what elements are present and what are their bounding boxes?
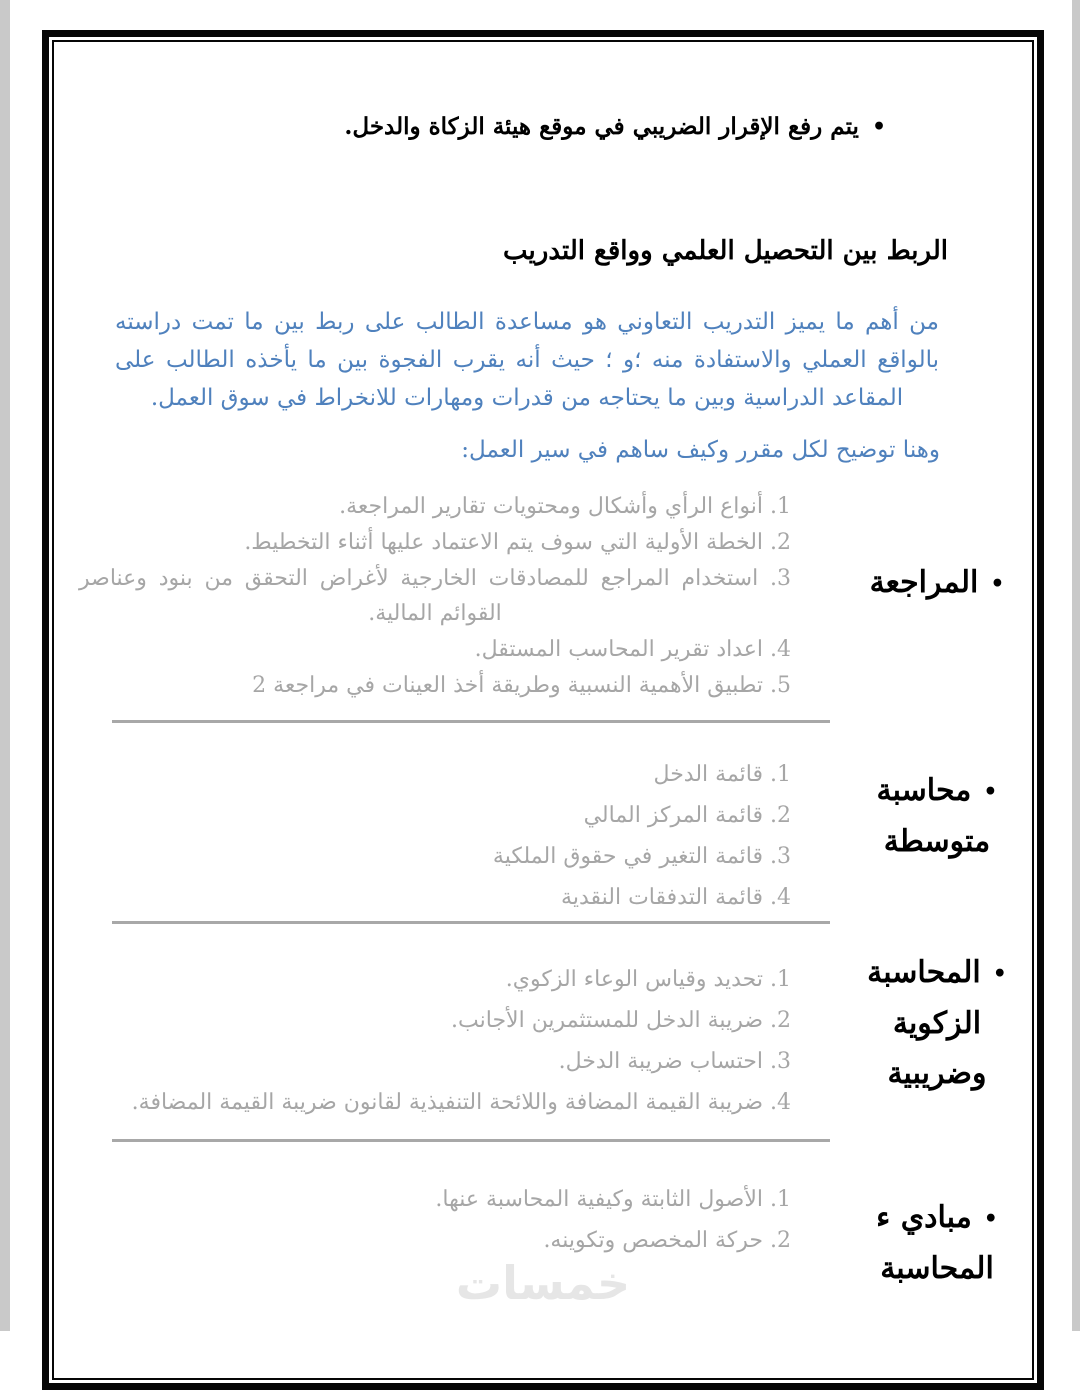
- tax-note-text: يتم رفع الإقرار الضريبي في موقع هيئة الزكاة والدخل.: [344, 113, 859, 140]
- section-divider: [112, 921, 830, 924]
- intro-lead: وهنا توضيح لكل مقرر وكيف ساهم في سير العمل:: [461, 437, 940, 463]
- list-item: 3. قائمة التغير في حقوق الملكية: [492, 844, 791, 869]
- side-label-text: المراجعة: [869, 565, 979, 600]
- course-list-zakat-tax-accounting: [79, 962, 791, 1126]
- side-label-text: وضريبية: [887, 1056, 987, 1091]
- intro-paragraph: من أهم ما يميز التدريب التعاوني هو مساعدة الطالب على ربط بين ما تمت دراسته بالواقع العملي والاستفادة منه ؛و ؛ حيث أنه يقرب الفجوة بين ما يأخذه الطالب على المقاعد الدراسية وبين ما يحتاجه من قدرات ومهارات للانخراط في سوق العمل.: [115, 309, 939, 411]
- list-item: 1. قائمة الدخل: [653, 762, 791, 787]
- watermark: خمسات: [455, 1256, 631, 1310]
- side-label-zakat-tax-accounting: [844, 948, 1030, 1099]
- list-item: 2. قائمة المركز المالي: [583, 803, 791, 828]
- page-edge-right: [1072, 0, 1080, 1331]
- list-item: 1. تحديد وقياس الوعاء الزكوي.: [505, 967, 791, 992]
- list-item: 3. احتساب ضريبة الدخل.: [558, 1049, 791, 1074]
- course-list-auditing: [79, 489, 791, 704]
- side-label-text: الزكوية: [892, 1006, 982, 1041]
- page-frame: [42, 30, 1044, 1390]
- bullet-icon: •: [983, 779, 998, 805]
- list-item: 1. أنواع الرأي وأشكال ومحتويات تقارير المراجعة.: [339, 494, 791, 519]
- side-label-text: المحاسبة: [880, 1251, 994, 1286]
- list-item: 3. استخدام المراجع للمصادقات الخارجية لأغراض التحقق من بنود وعناصر القوائم المالية.: [79, 566, 791, 626]
- list-item: 4. قائمة التدفقات النقدية: [561, 885, 791, 910]
- course-list-intermediate-accounting: [79, 757, 791, 921]
- section-divider: [112, 1139, 830, 1142]
- section-divider: [112, 720, 830, 723]
- side-label-auditing: [844, 558, 1030, 609]
- side-label-text: المحاسبة: [867, 955, 981, 990]
- list-item: 2. الخطة الأولية التي سوف يتم الاعتماد عليها أثناء التخطيط.: [244, 530, 791, 555]
- bullet-icon: •: [990, 571, 1005, 597]
- side-label-intermediate-accounting: [844, 766, 1030, 867]
- tax-note: [344, 113, 886, 140]
- bullet-icon: •: [983, 1206, 998, 1232]
- list-item: 4. ضريبة القيمة المضافة واللائحة التنفيذية لقانون ضريبة القيمة المضافة.: [131, 1090, 791, 1115]
- page-edge-left: [0, 0, 10, 1331]
- list-item: 5. تطبيق الأهمية النسبية وطريقة أخذ العينات في مراجعة 2: [252, 673, 791, 698]
- list-item: 1. الأصول الثابتة وكيفية المحاسبة عنها.: [435, 1187, 791, 1212]
- side-label-text: متوسطة: [883, 824, 991, 859]
- course-list-accounting-principles: [79, 1182, 791, 1264]
- bullet-icon: •: [871, 113, 886, 140]
- side-label-text: مبادي ء: [876, 1200, 972, 1235]
- bullet-icon: •: [992, 961, 1007, 987]
- section-heading: الربط بين التحصيل العلمي وواقع التدريب: [503, 236, 948, 266]
- side-label-text: محاسبة: [876, 773, 972, 808]
- list-item: 2. حركة المخصص وتكوينه.: [543, 1228, 791, 1253]
- list-item: 4. اعداد تقرير المحاسب المستقل.: [474, 637, 791, 662]
- list-item: 2. ضريبة الدخل للمستثمرين الأجانب.: [451, 1008, 791, 1033]
